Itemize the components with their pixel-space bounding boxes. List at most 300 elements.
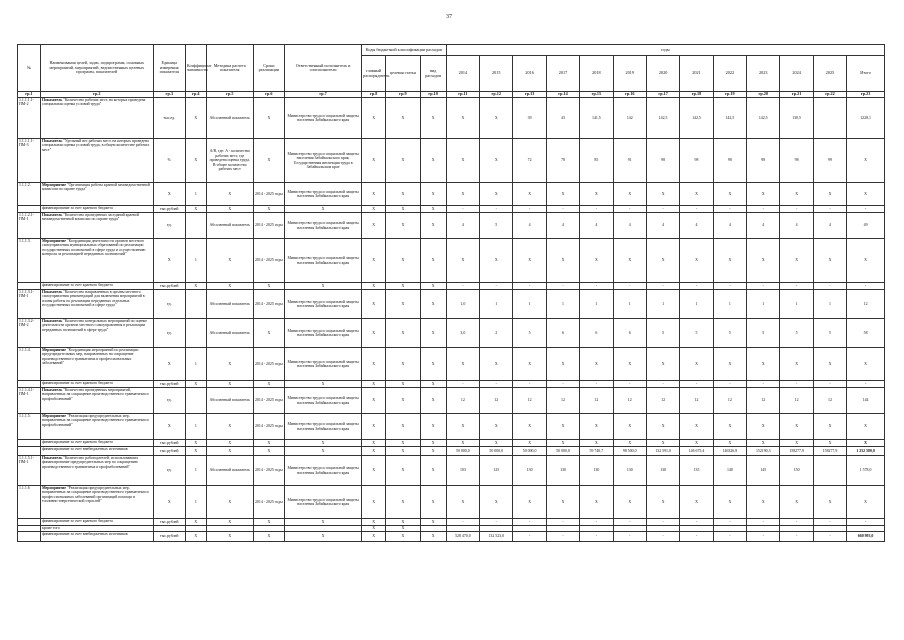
table-row bbox=[18, 456, 885, 486]
row-code: 1.1.1.3.1-ПМ-1 bbox=[18, 290, 41, 319]
row-year-value: X bbox=[713, 486, 746, 519]
row-year-value: - bbox=[580, 532, 613, 542]
row-year-value: 132 523,0 bbox=[480, 532, 513, 542]
row-year-value: - bbox=[613, 283, 646, 290]
row-year-value: 4 bbox=[646, 213, 679, 239]
row-year-value: - bbox=[713, 532, 746, 542]
row-coefficient bbox=[185, 213, 206, 239]
row-kbk-cell: X bbox=[386, 519, 420, 526]
column-number: гр.12 bbox=[480, 92, 513, 98]
row-year-value: X bbox=[446, 348, 479, 381]
row-kbk-cell: X bbox=[386, 414, 420, 440]
row-year-value: X bbox=[480, 98, 513, 139]
table-row bbox=[18, 388, 885, 414]
row-year-value: 4 bbox=[680, 213, 713, 239]
row-year-value: X bbox=[480, 139, 513, 183]
row-year-value: 130 bbox=[646, 456, 679, 486]
row-year-value bbox=[813, 456, 846, 486]
row-year-value: X bbox=[713, 414, 746, 440]
row-method: А/В, где: А - количество рабочих мест, где проведена оценка труда, В-общее количество рабочих мест bbox=[206, 139, 253, 183]
row-method: Абсолютный показатель bbox=[206, 388, 253, 414]
row-kbk-cell: X bbox=[362, 381, 386, 388]
row-responsible: X bbox=[284, 381, 361, 388]
row-year-value: 39 bbox=[513, 98, 546, 139]
row-year-value: 4 bbox=[813, 213, 846, 239]
row-year-value: X bbox=[613, 239, 646, 283]
row-year-value: X bbox=[546, 414, 579, 440]
row-kbk-cell: X bbox=[420, 388, 446, 414]
row-kbk-cell: X bbox=[386, 348, 420, 381]
row-title-prefix: Показатель bbox=[41, 456, 63, 460]
row-period: 2014 - 2025 годы bbox=[253, 456, 284, 486]
program-table bbox=[17, 44, 885, 542]
row-year-value: X bbox=[480, 348, 513, 381]
row-year-value: 4 bbox=[747, 213, 780, 239]
row-total: 144 bbox=[847, 388, 885, 414]
row-kbk-cell: X bbox=[420, 98, 446, 139]
row-year-value: - bbox=[747, 206, 780, 213]
row-year-value: 1 bbox=[713, 290, 746, 319]
row-year-value: X bbox=[446, 414, 479, 440]
row-year-value: X bbox=[780, 348, 813, 381]
header-responsible: Ответственный исполнитель и соисполнители bbox=[284, 45, 361, 92]
row-kbk-cell: X bbox=[420, 283, 446, 290]
row-kbk-cell: X bbox=[362, 486, 386, 519]
row-year-value: - bbox=[747, 283, 780, 290]
row-total: X bbox=[847, 139, 885, 183]
header-kbk-article: целевая статья bbox=[386, 56, 420, 92]
row-period: X bbox=[253, 283, 284, 290]
row-method: Абсолютный показатель bbox=[206, 319, 253, 348]
column-number: гр.19 bbox=[713, 92, 746, 98]
row-kbk-cell: X bbox=[362, 532, 386, 542]
row-title-prefix: Мероприятие bbox=[41, 414, 67, 418]
row-year-value: X bbox=[713, 440, 746, 447]
row-year-value: 98 bbox=[747, 139, 780, 183]
row-year-value: X bbox=[813, 486, 846, 519]
row-method: X bbox=[206, 239, 253, 283]
row-year-value: X bbox=[613, 486, 646, 519]
row-responsible: Министерство труда и социальной защиты населения Забайкальского края bbox=[284, 183, 361, 206]
row-title: Мероприятие "Координация мероприятий по реализации предупредительных мер, направленных на сокращение производственного травматизма и профессиональных заболеваний" bbox=[40, 348, 153, 381]
row-period: X bbox=[253, 98, 284, 139]
row-year-value: - bbox=[680, 381, 713, 388]
row-year-value: - bbox=[546, 381, 579, 388]
row-year-value: - bbox=[513, 532, 546, 542]
row-method: X bbox=[206, 206, 253, 213]
column-number: гр.2 bbox=[40, 92, 153, 98]
row-kbk-cell: X bbox=[362, 447, 386, 456]
row-code: 1.1.1.2.1-ПМ-1 bbox=[18, 213, 41, 239]
row-year-value: 12 bbox=[713, 388, 746, 414]
row-unit: X bbox=[153, 183, 185, 206]
header-kbk-type: вид расходов bbox=[420, 56, 446, 92]
row-year-value: 4 bbox=[546, 213, 579, 239]
row-title: Мероприятие "Реализация предупредительных мер, направленных на сокращение производственного травматизма и профзаболеваний" bbox=[40, 414, 153, 440]
row-kbk-cell: X bbox=[386, 381, 420, 388]
row-year-value: - bbox=[680, 519, 713, 526]
row-kbk-cell: X bbox=[420, 414, 446, 440]
row-period: X bbox=[253, 206, 284, 213]
row-responsible: X bbox=[284, 206, 361, 213]
row-responsible: Министерство труда и социальной защиты населения Забайкальского края bbox=[284, 290, 361, 319]
row-kbk-cell: X bbox=[420, 381, 446, 388]
row-total: X bbox=[847, 414, 885, 440]
header-kbk: Коды бюджетной классификации расходов bbox=[362, 45, 447, 56]
row-year-value: X bbox=[480, 183, 513, 206]
row-total: 660 993,0 bbox=[847, 532, 885, 542]
row-year-value: 4 bbox=[780, 213, 813, 239]
column-number: гр.15 bbox=[580, 92, 613, 98]
row-year-value: X bbox=[680, 486, 713, 519]
row-year-value: X bbox=[646, 183, 679, 206]
row-title-prefix: Мероприятие bbox=[41, 183, 67, 187]
row-year-value: X bbox=[813, 440, 846, 447]
row-year-value: X bbox=[546, 486, 579, 519]
row-year-value: 1 bbox=[680, 290, 713, 319]
table-row bbox=[18, 213, 885, 239]
column-number: гр.13 bbox=[513, 92, 546, 98]
row-title-prefix: Показатель bbox=[41, 319, 63, 323]
row-title-prefix: Показатель bbox=[41, 213, 63, 217]
row-unit: тыс.рублей bbox=[153, 381, 185, 388]
row-method: X bbox=[206, 183, 253, 206]
row-title-prefix: Показатель bbox=[41, 290, 63, 294]
row-year-value: 152190,3 bbox=[747, 447, 780, 456]
row-year-value: X bbox=[513, 239, 546, 283]
row-total: 1 578,0 bbox=[847, 456, 885, 486]
header-coefficient: Коэффициент значимости bbox=[185, 45, 206, 92]
row-year-value: X bbox=[580, 414, 613, 440]
table-row bbox=[18, 239, 885, 283]
row-year-value: X bbox=[446, 440, 479, 447]
row-code: 1.1.1.4. bbox=[18, 348, 41, 381]
row-year-value: 98 bbox=[713, 139, 746, 183]
row-year-value: 146 675,4 bbox=[680, 447, 713, 456]
row-code: 1.1.1.1.1-ПМ-3 bbox=[18, 139, 41, 183]
row-year-value: - bbox=[680, 206, 713, 213]
row-responsible: X bbox=[284, 440, 361, 447]
row-title: Мероприятие "Реализация предупредительных мер, направленных на сокращение производственного травматизма и профессиональных заболеваний организаций помощи и топливно-энергетической отраслей" bbox=[40, 486, 153, 519]
row-year-value: - bbox=[646, 381, 679, 388]
row-year-value: 43 bbox=[546, 98, 579, 139]
row-year-value: 5 bbox=[513, 319, 546, 348]
row-kbk-cell: X bbox=[362, 526, 386, 532]
row-period: 2014 - 2025 годы bbox=[253, 486, 284, 519]
table-row bbox=[18, 532, 885, 542]
row-year-value: - bbox=[646, 532, 679, 542]
row-total: 1228,1 bbox=[847, 98, 885, 139]
column-number: гр.1 bbox=[18, 92, 41, 98]
row-coefficient: X bbox=[185, 206, 206, 213]
row-year-value: - bbox=[546, 532, 579, 542]
row-kbk-cell: X bbox=[362, 283, 386, 290]
row-code bbox=[18, 283, 41, 290]
row-coefficient: X bbox=[185, 139, 206, 183]
header-number: № bbox=[18, 45, 41, 92]
row-year-value: 12 bbox=[646, 388, 679, 414]
row-kbk-cell: X bbox=[362, 290, 386, 319]
table-row bbox=[18, 348, 885, 381]
row-year-value: X bbox=[747, 183, 780, 206]
column-number: гр.3 bbox=[153, 92, 185, 98]
row-year-value: - bbox=[813, 206, 846, 213]
row-responsible: Министерство труда и социальной защиты населения Забайкальского края bbox=[284, 414, 361, 440]
row-year-value: - bbox=[646, 519, 679, 526]
row-year-value: X bbox=[747, 348, 780, 381]
row-title-prefix: Показатель bbox=[41, 388, 63, 392]
row-kbk-cell: X bbox=[362, 440, 386, 447]
row-year-value: - bbox=[446, 519, 479, 526]
row-year-value: X bbox=[747, 414, 780, 440]
row-year-value: 12 bbox=[780, 388, 813, 414]
row-total: X bbox=[847, 486, 885, 519]
row-title-prefix: Мероприятие bbox=[41, 239, 67, 243]
row-year-value: - bbox=[780, 283, 813, 290]
row-year-value: X bbox=[480, 414, 513, 440]
row-year-value: - bbox=[713, 381, 746, 388]
row-year-value: 142,5 bbox=[646, 98, 679, 139]
table-row bbox=[18, 98, 885, 139]
row-year-value: X bbox=[680, 414, 713, 440]
row-year-value: 141,5 bbox=[580, 98, 613, 139]
row-code bbox=[18, 447, 41, 456]
row-year-value: 6 bbox=[546, 319, 579, 348]
row-year-value: X bbox=[646, 239, 679, 283]
row-year-value: 140 bbox=[713, 456, 746, 486]
row-year-value: 5 bbox=[680, 319, 713, 348]
row-unit: X bbox=[153, 486, 185, 519]
row-year-value: - bbox=[813, 283, 846, 290]
row-unit: тыс.рублей bbox=[153, 206, 185, 213]
row-total: 12 bbox=[847, 290, 885, 319]
row-total: 49 bbox=[847, 213, 885, 239]
row-year-value: - bbox=[480, 283, 513, 290]
row-year-value: 142,5 bbox=[747, 98, 780, 139]
row-year-value: - bbox=[613, 381, 646, 388]
row-kbk-cell: X bbox=[386, 183, 420, 206]
row-responsible: Министерство труда и социальной защиты населения Забайкальского края bbox=[284, 239, 361, 283]
row-year-value: - bbox=[646, 283, 679, 290]
row-kbk-cell: X bbox=[420, 213, 446, 239]
row-unit: % bbox=[153, 139, 185, 183]
row-title: Показатель "Количество направленных в органы местного самоуправления рекомендаций для включения мероприятий в планы работы по реализации переданных отдельных государственных полномочий в сфере труда" bbox=[40, 290, 153, 319]
row-coefficient: 1 bbox=[185, 239, 206, 283]
row-year-value: 142,5 bbox=[680, 98, 713, 139]
row-coefficient: X bbox=[185, 283, 206, 290]
row-coefficient: X bbox=[185, 519, 206, 526]
row-kbk-cell: X bbox=[420, 447, 446, 456]
row-period: 2014 - 2025 годы bbox=[253, 414, 284, 440]
row-year-value bbox=[813, 98, 846, 139]
row-year-value: X bbox=[580, 183, 613, 206]
row-kbk-cell: X bbox=[420, 348, 446, 381]
row-title: Показатель "Количество контрольных мероприятий по оценке деятельности органов местного самоуправления в реализации переданных полномочий в сфере труда" bbox=[40, 319, 153, 348]
row-year-value: X bbox=[580, 348, 613, 381]
row-year-value: X bbox=[646, 486, 679, 519]
row-coefficient: 1 bbox=[185, 183, 206, 206]
row-year-value: 158277,9 bbox=[813, 447, 846, 456]
row-year-value: - bbox=[780, 206, 813, 213]
row-code bbox=[18, 519, 41, 526]
row-year-value: - bbox=[546, 283, 579, 290]
row-year-value: X bbox=[713, 348, 746, 381]
header-total: Итого bbox=[847, 56, 885, 92]
row-kbk-cell: X bbox=[362, 139, 386, 183]
row-kbk-cell: X bbox=[420, 139, 446, 183]
row-year-value: 98 bbox=[780, 139, 813, 183]
row-year-value: - bbox=[780, 381, 813, 388]
header-period: Сроки реализации bbox=[253, 45, 284, 92]
row-code: 1.1.1.5. bbox=[18, 414, 41, 440]
row-year-value: 4 bbox=[446, 213, 479, 239]
row-year-value: 130 bbox=[513, 456, 546, 486]
row-year-value: 91 bbox=[613, 139, 646, 183]
column-number: гр.7 bbox=[284, 92, 361, 98]
row-method: X bbox=[206, 447, 253, 456]
row-year-value: 1 bbox=[747, 290, 780, 319]
column-number: гр.8 bbox=[362, 92, 386, 98]
row-unit: X bbox=[153, 348, 185, 381]
header-year: 2023 bbox=[747, 56, 780, 92]
row-year-value: X bbox=[446, 183, 479, 206]
row-period: 2014 - 2025 годы bbox=[253, 348, 284, 381]
row-kbk-cell: X bbox=[386, 290, 420, 319]
row-method: Абсолютный показатель bbox=[206, 98, 253, 139]
row-code bbox=[18, 206, 41, 213]
header-year: 2020 bbox=[646, 56, 679, 92]
column-number: гр.4 bbox=[185, 92, 206, 98]
row-total: - bbox=[847, 381, 885, 388]
row-total: - bbox=[847, 283, 885, 290]
row-responsible: Министерство труда и социальной защиты населения Забайкальского края bbox=[284, 213, 361, 239]
header-year: 2021 bbox=[680, 56, 713, 92]
row-unit: тыс.рублей bbox=[153, 440, 185, 447]
row-year-value: 1 bbox=[580, 290, 613, 319]
row-year-value: X bbox=[813, 348, 846, 381]
row-unit: тыс.ед. bbox=[153, 98, 185, 139]
table-row bbox=[18, 183, 885, 206]
row-total: X bbox=[847, 440, 885, 447]
row-unit: X bbox=[153, 414, 185, 440]
row-year-value: X bbox=[680, 348, 713, 381]
row-unit: ед. bbox=[153, 388, 185, 414]
column-number: гр.9 bbox=[386, 92, 420, 98]
header-year: 2014 bbox=[446, 56, 479, 92]
row-kbk-cell: X bbox=[362, 388, 386, 414]
row-year-value: - bbox=[513, 206, 546, 213]
row-kbk-cell: X bbox=[420, 486, 446, 519]
row-year-value: 50 000,0 bbox=[546, 447, 579, 456]
row-period: 2014 - 2025 годы bbox=[253, 290, 284, 319]
row-year-value: X bbox=[713, 239, 746, 283]
header-method: Методика расчета показателя bbox=[206, 45, 253, 92]
row-kbk-cell: X bbox=[420, 519, 446, 526]
row-kbk-cell: X bbox=[420, 319, 446, 348]
row-year-value: X bbox=[613, 440, 646, 447]
row-kbk-cell: X bbox=[420, 239, 446, 283]
row-year-value: 59 740,7 bbox=[580, 447, 613, 456]
row-year-value: 98 bbox=[646, 139, 679, 183]
header-year: 2025 bbox=[813, 56, 846, 92]
row-year-value: - bbox=[813, 532, 846, 542]
row-year-value: 1 bbox=[813, 290, 846, 319]
table-row bbox=[18, 319, 885, 348]
table-row bbox=[18, 290, 885, 319]
row-period: 2014 - 2025 годы bbox=[253, 239, 284, 283]
row-year-value: 4 bbox=[580, 213, 613, 239]
row-method: X bbox=[206, 283, 253, 290]
row-year-value: X bbox=[513, 183, 546, 206]
row-period: X bbox=[253, 519, 284, 526]
row-year-value: 98 bbox=[680, 139, 713, 183]
row-year-value: X bbox=[546, 239, 579, 283]
row-responsible: Министерство труда и социальной защиты населения Забайкальского края bbox=[284, 388, 361, 414]
row-code: 1.1.1.6 bbox=[18, 486, 41, 519]
row-year-value: 12 bbox=[580, 388, 613, 414]
row-year-value: X bbox=[580, 440, 613, 447]
row-title: кроме того bbox=[40, 526, 153, 532]
header-year: 2016 bbox=[513, 56, 546, 92]
row-kbk-cell: X bbox=[386, 319, 420, 348]
row-unit: тыс.рублей bbox=[153, 532, 185, 542]
row-year-value: - bbox=[680, 283, 713, 290]
row-year-value: 1 bbox=[546, 290, 579, 319]
row-year-value: 103 bbox=[446, 456, 479, 486]
row-title: финансирование за счет краевого бюджета bbox=[40, 440, 153, 447]
row-title: финансирование за счет внебюджетных источников bbox=[40, 447, 153, 456]
row-coefficient: X bbox=[185, 532, 206, 542]
row-year-value: 1,0 bbox=[446, 290, 479, 319]
row-kbk-cell: X bbox=[386, 213, 420, 239]
row-year-value: X bbox=[580, 486, 613, 519]
row-kbk-cell: X bbox=[362, 98, 386, 139]
row-kbk-cell: X bbox=[362, 348, 386, 381]
row-period: 2014 - 2025 годы bbox=[253, 183, 284, 206]
header-year: 2022 bbox=[713, 56, 746, 92]
row-code: 1.1.1.2. bbox=[18, 183, 41, 206]
row-year-value: 158277,9 bbox=[780, 447, 813, 456]
row-code: 1.1.1.3. bbox=[18, 239, 41, 283]
row-year-value: X bbox=[580, 239, 613, 283]
row-year-value: X bbox=[813, 183, 846, 206]
row-year-value: - bbox=[480, 381, 513, 388]
row-year-value: X bbox=[780, 414, 813, 440]
row-kbk-cell: X bbox=[362, 456, 386, 486]
row-year-value: - bbox=[446, 206, 479, 213]
row-year-value: 5 bbox=[480, 213, 513, 239]
row-year-value: X bbox=[780, 239, 813, 283]
row-total: 58 bbox=[847, 319, 885, 348]
column-number: гр.21 bbox=[780, 92, 813, 98]
row-unit: X bbox=[153, 239, 185, 283]
row-year-value: - bbox=[713, 206, 746, 213]
row-year-value: - bbox=[680, 532, 713, 542]
row-responsible: Министерство труда и социальной защиты населения Забайкальского края bbox=[284, 348, 361, 381]
row-title: Показатель "Количество работодателей, использовавших финансирование предупредительных мер по сокращению производственного травматизма и профзаболеваний" bbox=[40, 456, 153, 486]
row-year-value: - bbox=[546, 519, 579, 526]
column-number: гр.20 bbox=[747, 92, 780, 98]
row-year-value: 4 bbox=[713, 213, 746, 239]
row-method: X bbox=[206, 381, 253, 388]
row-title-prefix: Показатель bbox=[41, 98, 63, 102]
header-year: 2017 bbox=[546, 56, 579, 92]
row-kbk-cell: X bbox=[386, 447, 420, 456]
row-year-value: - bbox=[546, 206, 579, 213]
row-title: финансирование за счет краевого бюджета bbox=[40, 381, 153, 388]
row-year-value: 130 bbox=[546, 456, 579, 486]
row-kbk-cell: X bbox=[362, 519, 386, 526]
